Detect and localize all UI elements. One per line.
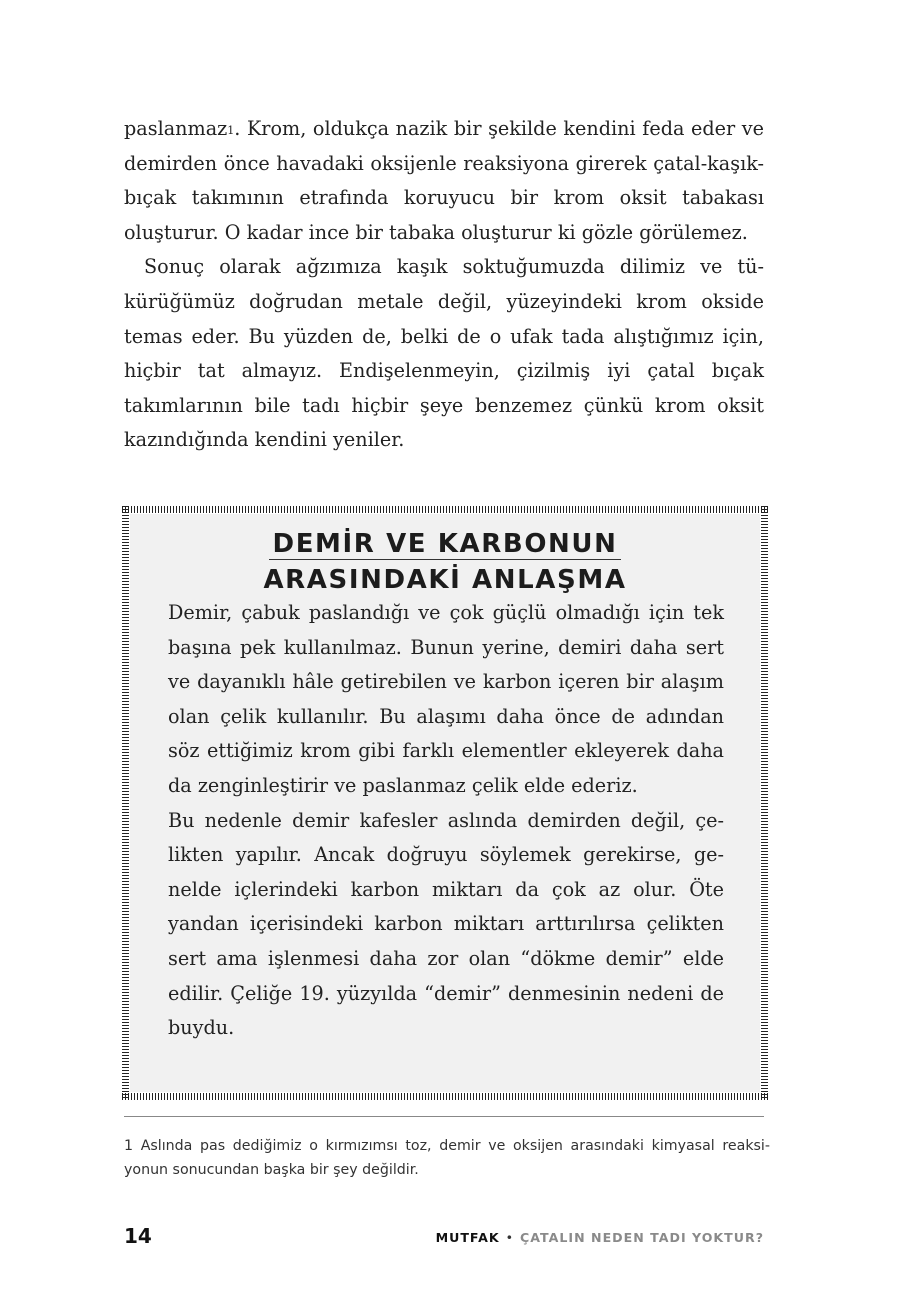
sidebar-box bbox=[122, 506, 768, 1100]
main-body-text bbox=[124, 112, 764, 458]
footer-section-name: MUTFAK bbox=[435, 1230, 500, 1245]
body-paragraph-1-start: paslanmaz bbox=[124, 117, 228, 140]
footnote: 1 Aslında pas dediğimiz o kırmızımsı toz, demir ve oksijen arasındaki kimyasal reaksiyonun sonucundan başka bir şey değildir. bbox=[124, 1138, 770, 1178]
page-number: 14 bbox=[124, 1224, 152, 1248]
body-paragraph-1 bbox=[124, 112, 764, 250]
body-paragraph-1-rest: . Krom, oldukça nazik bir şekilde kendini feda eder ve demirden önce havadaki oksijenle reaksiyona girerek çatal-kaşık-bıçak takımının etrafında koruyucu bir krom oksit tabakası oluşturur. O kadar ince bir tabaka oluşturur ki gözle görülemez. bbox=[124, 117, 764, 244]
footnote-divider bbox=[124, 1116, 764, 1117]
body-paragraph-2: Sonuç olarak ağzımıza kaşık soktuğumuzda dilimiz ve tükürüğümüz doğrudan metale değil, yüzeyindeki krom okside temas eder. Bu yüzden de, belki de o ufak tada alıştığımız için, hiçbir tat almayız. Endişelenmeyin, çizilmiş iyi çatal bıçak takımlarının bile tadı hiçbir şeye benzemez çünkü krom oksit kazındığında kendini yeniler. bbox=[124, 255, 764, 452]
sidebar-title-line-1: DEMİR VE KARBONUN bbox=[269, 529, 622, 560]
footer-bullet: • bbox=[505, 1230, 515, 1245]
sidebar-title-line-2: ARASINDAKİ ANLAŞMA bbox=[263, 565, 627, 595]
sidebar-paragraph-1: Demir, çabuk paslandığı ve çok güçlü olmadığı için tek başına pek kullanılmaz. Bunun yerine, demiri daha sert ve dayanıklı hâle getirebilen ve karbon içeren bir alaşım olan çelik kullanılır. Bu alaşımı daha önce de adından söz ettiğimiz krom gibi farklı elementler ekleyerek daha da zenginleştirir ve paslanmaz çelik elde ederiz. bbox=[168, 601, 724, 797]
footer-chapter-title: ÇATALIN NEDEN TADI YOKTUR? bbox=[520, 1230, 764, 1245]
sidebar-paragraph-2: Bu nedenle demir kafesler aslında demirden değil, çelikten yapılır. Ancak doğruyu söylemek gerekirse, genelde içlerindeki karbon miktarı da çok az olur. Öte yandan içerisindeki karbon miktarı arttırılırsa çelikten sert ama işlenmesi daha zor olan “dökme demir” elde edilir. Çeliğe 19. yüzyılda “demir” denmesinin nedeni de buydu. bbox=[168, 808, 724, 1040]
footnote-reference: 1 bbox=[227, 124, 235, 137]
running-footer bbox=[436, 1230, 764, 1245]
